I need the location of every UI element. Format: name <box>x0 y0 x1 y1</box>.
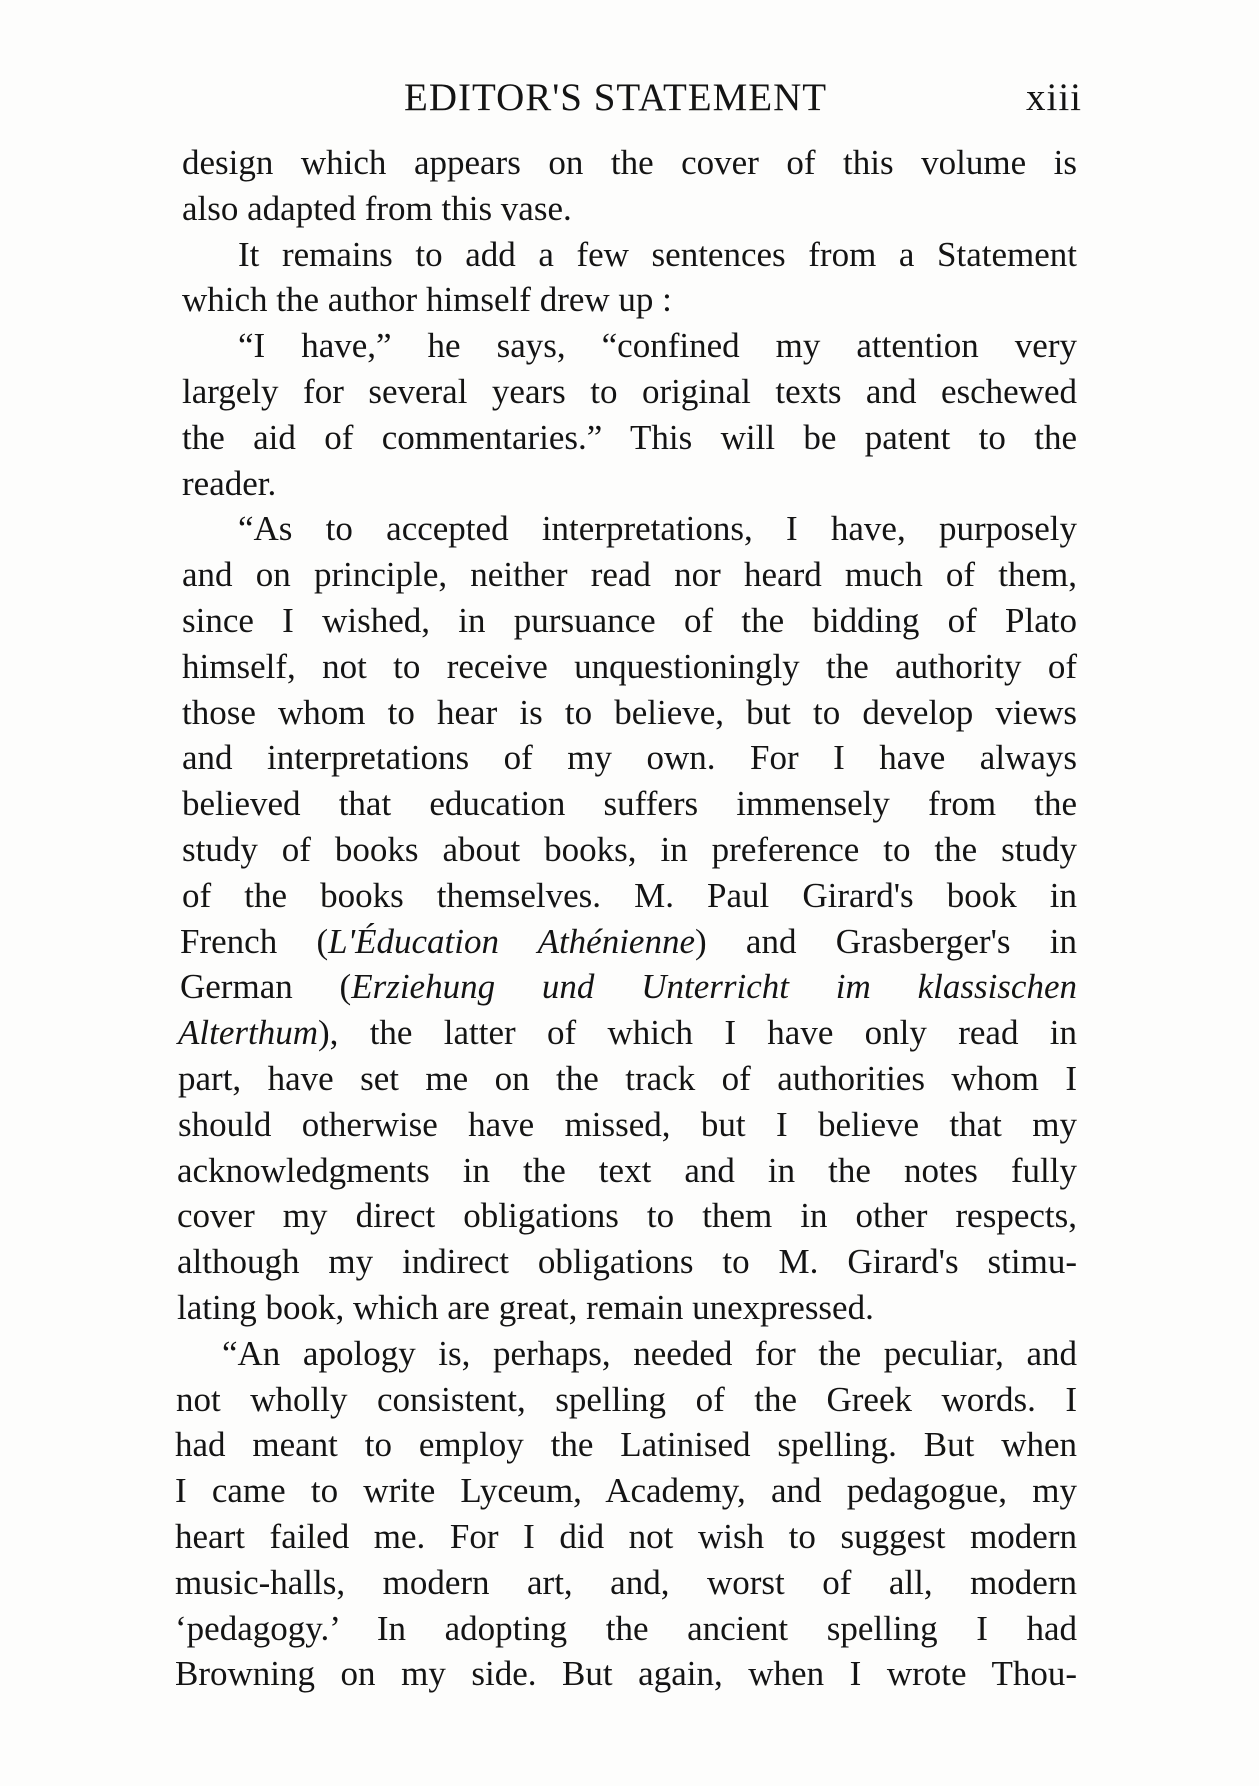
running-head <box>182 72 1082 124</box>
text-line: “As to accepted interpretations, I have, purposely <box>238 509 1077 549</box>
text-line: also adapted from this vase. <box>182 188 572 228</box>
running-title: EDITOR'S STATEMENT <box>404 76 828 119</box>
text-line: part, have set me on the track of authorities whom I <box>178 1058 1077 1098</box>
text-line: those whom to hear is to believe, but to develop views <box>182 692 1077 732</box>
text-line: himself, not to receive unquestioningly the authority of <box>182 646 1077 686</box>
text-segment: German ( <box>180 967 352 1007</box>
text-segment: French ( <box>180 921 329 961</box>
text-line: of the books themselves. M. Paul Girard's book in <box>182 875 1077 915</box>
italic-title: L'Éducation Athénienne <box>328 921 696 961</box>
text-line: believed that education suffers immensely from the <box>182 784 1077 824</box>
text-line: Browning on my side. But again, when I wrote Thou- <box>175 1654 1077 1694</box>
text-line <box>180 964 1077 1010</box>
text-line: I came to write Lyceum, Academy, and pedagogue, my <box>175 1471 1077 1511</box>
text-line: “An apology is, perhaps, needed for the peculiar, and <box>222 1333 1077 1373</box>
italic-title: Alterthum <box>178 1013 318 1053</box>
text-line: the aid of commentaries.” This will be patent to the <box>182 417 1077 457</box>
text-segment: ), the latter of which I have only read in <box>317 1013 1077 1053</box>
text-segment: ) and Grasberger's in <box>695 921 1077 961</box>
text-line: not wholly consistent, spelling of the Greek words. I <box>176 1379 1077 1419</box>
text-line: since I wished, in pursuance of the bidding of Plato <box>182 600 1077 640</box>
text-line: should otherwise have missed, but I believe that my <box>178 1104 1077 1144</box>
text-line: “I have,” he says, “confined my attention very <box>238 326 1077 366</box>
text-line: study of books about books, in preference to the study <box>182 829 1077 869</box>
text-line: and on principle, neither read nor heard much of them, <box>182 555 1077 595</box>
body-text <box>175 140 1077 1697</box>
text-line: heart failed me. For I did not wish to suggest modern <box>175 1516 1077 1556</box>
text-line: acknowledgments in the text and in the notes fully <box>177 1150 1077 1190</box>
text-line: music-halls, modern art, and, worst of all, modern <box>175 1562 1077 1602</box>
text-line: although my indirect obligations to M. Girard's stimu- <box>177 1242 1077 1282</box>
text-line: lating book, which are great, remain unexpressed. <box>177 1287 874 1327</box>
text-line: cover my direct obligations to them in other respects, <box>177 1196 1077 1236</box>
text-line: design which appears on the cover of this volume is <box>182 143 1077 182</box>
page-number: xiii <box>1025 76 1082 119</box>
text-line: and interpretations of my own. For I have always <box>182 738 1077 778</box>
text-line: It remains to add a few sentences from a Statement <box>238 234 1077 274</box>
text-line: largely for several years to original texts and eschewed <box>182 371 1077 411</box>
text-line: ‘pedagogy.’ In adopting the ancient spelling I had <box>175 1608 1077 1648</box>
text-line <box>180 919 1077 965</box>
text-line: reader. <box>182 463 277 503</box>
text-line <box>178 1010 1077 1056</box>
italic-title: Erziehung und Unterricht im klassischen <box>351 967 1077 1007</box>
text-line: had meant to employ the Latinised spelling. But when <box>175 1425 1077 1465</box>
text-line: which the author himself drew up : <box>182 280 672 320</box>
